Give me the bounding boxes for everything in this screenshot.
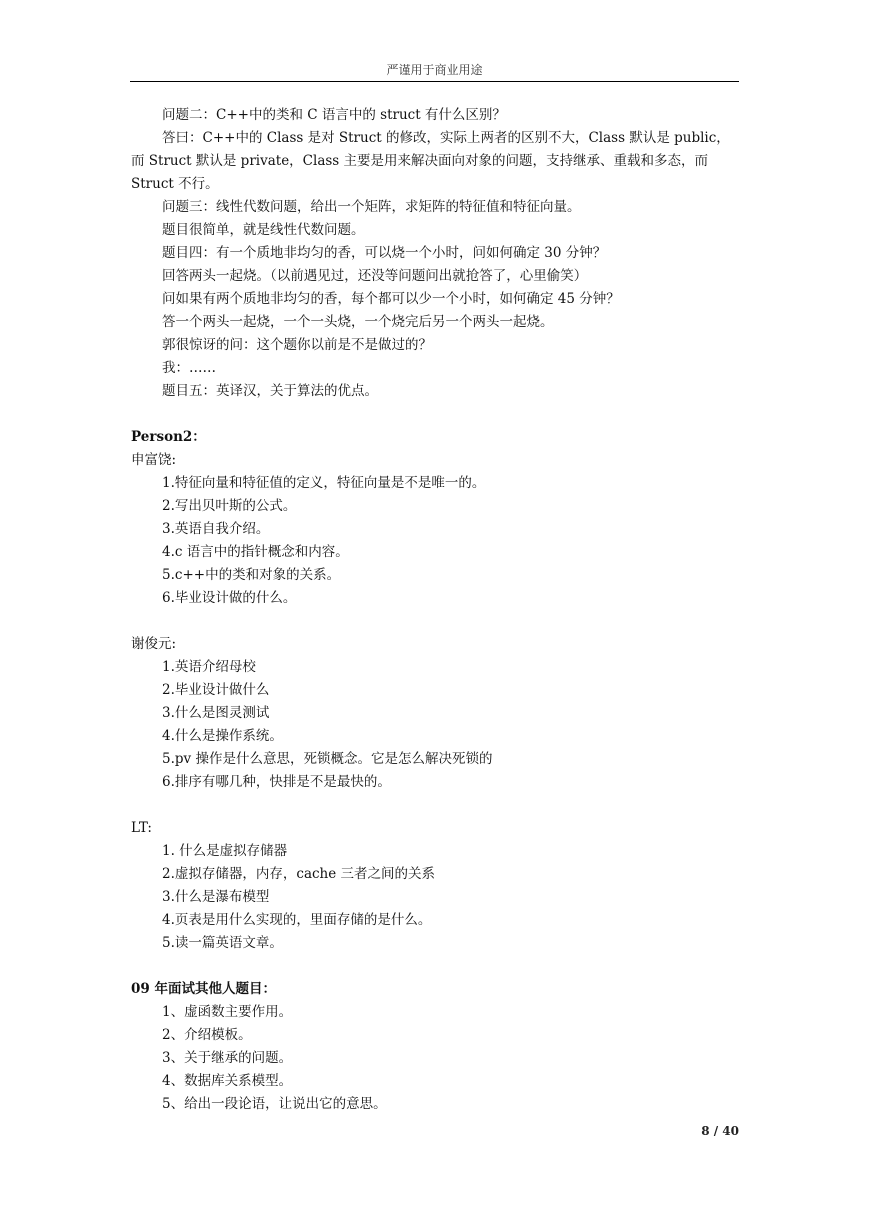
person2-heading: Person2： — [131, 429, 206, 445]
list-item: 4、数据库关系模型。 — [162, 1073, 293, 1089]
list-item: 5.c++中的类和对象的关系。 — [162, 567, 341, 583]
list-item: 4.c 语言中的指针概念和内容。 — [162, 544, 349, 560]
list-item: 1. 什么是虚拟存储器 — [162, 843, 288, 859]
list-item: 3.什么是图灵测试 — [162, 705, 270, 721]
question-three: 问题三：线性代数问题，给出一个矩阵，求矩阵的特征值和特征向量。 — [162, 199, 581, 215]
interviewer-remark: 郭很惊讶的问：这个题你以前是不是做过的？ — [162, 337, 432, 353]
page-number: 8 / 40 — [701, 1124, 739, 1138]
list-item: 6.排序有哪几种，快排是不是最快的。 — [162, 774, 391, 790]
interviewer-lt: LT: — [131, 820, 152, 836]
answer-three: 题目很简单，就是线性代数问题。 — [162, 222, 365, 238]
list-item: 2.毕业设计做什么 — [162, 682, 270, 698]
list-item: 2.写出贝叶斯的公式。 — [162, 498, 297, 514]
my-reply: 我：…… — [162, 360, 216, 376]
list-item: 3、关于继承的问题。 — [162, 1050, 293, 1066]
answer-two: 答曰：C++中的 Class 是对 Struct 的修改，实际上两者的区别不大，Class 默认是 public，而 Struct 默认是 private，Class 主要是用来解决面向对象的问题，支持继承、重载和多态，而 Struct 不行。 — [131, 130, 730, 192]
answer-four-followup: 答一个两头一起烧，一个一头烧，一个烧完后另一个两头一起烧。 — [162, 314, 554, 330]
list-item: 1.英语介绍母校 — [162, 659, 256, 675]
list-item: 5、给出一段论语，让说出它的意思。 — [162, 1096, 387, 1112]
list-item: 3.什么是瀑布模型 — [162, 889, 270, 905]
list-item: 2.虚拟存储器，内存，cache 三者之间的关系 — [162, 866, 436, 882]
list-item: 1.特征向量和特征值的定义，特征向量是不是唯一的。 — [162, 475, 486, 491]
answer-four: 回答两头一起烧。（以前遇见过，还没等问题问出就抢答了，心里偷笑） — [162, 268, 588, 284]
interviewer-xie: 谢俊元: — [131, 636, 177, 652]
list-item: 1、虚函数主要作用。 — [162, 1004, 293, 1020]
list-item: 5.读一篇英语文章。 — [162, 935, 283, 951]
list-item: 4.什么是操作系统。 — [162, 728, 283, 744]
header-divider — [130, 81, 739, 82]
question-two: 问题二：C++中的类和 C 语言中的 struct 有什么区别？ — [162, 107, 506, 123]
page-header-title: 严谨用于商业用途 — [386, 63, 483, 77]
list-item: 6.毕业设计做的什么。 — [162, 590, 297, 606]
list-item: 3.英语自我介绍。 — [162, 521, 270, 537]
document-body — [131, 104, 739, 1116]
list-item: 5.pv 操作是什么意思，死锁概念。它是怎么解决死锁的 — [162, 751, 493, 767]
question-four: 题目四：有一个质地非均匀的香，可以烧一个小时，问如何确定 30 分钟？ — [162, 245, 607, 261]
question-four-followup: 问如果有两个质地非均匀的香，每个都可以少一个小时，如何确定 45 分钟？ — [162, 291, 620, 307]
question-five: 题目五：英译汉，关于算法的优点。 — [162, 383, 378, 399]
interviewer-shen: 申富饶: — [131, 452, 177, 468]
list-item: 4.页表是用什么实现的，里面存储的是什么。 — [162, 912, 432, 928]
list-item: 2、介绍模板。 — [162, 1027, 252, 1043]
others-09-heading: 09 年面试其他人题目： — [131, 981, 276, 997]
